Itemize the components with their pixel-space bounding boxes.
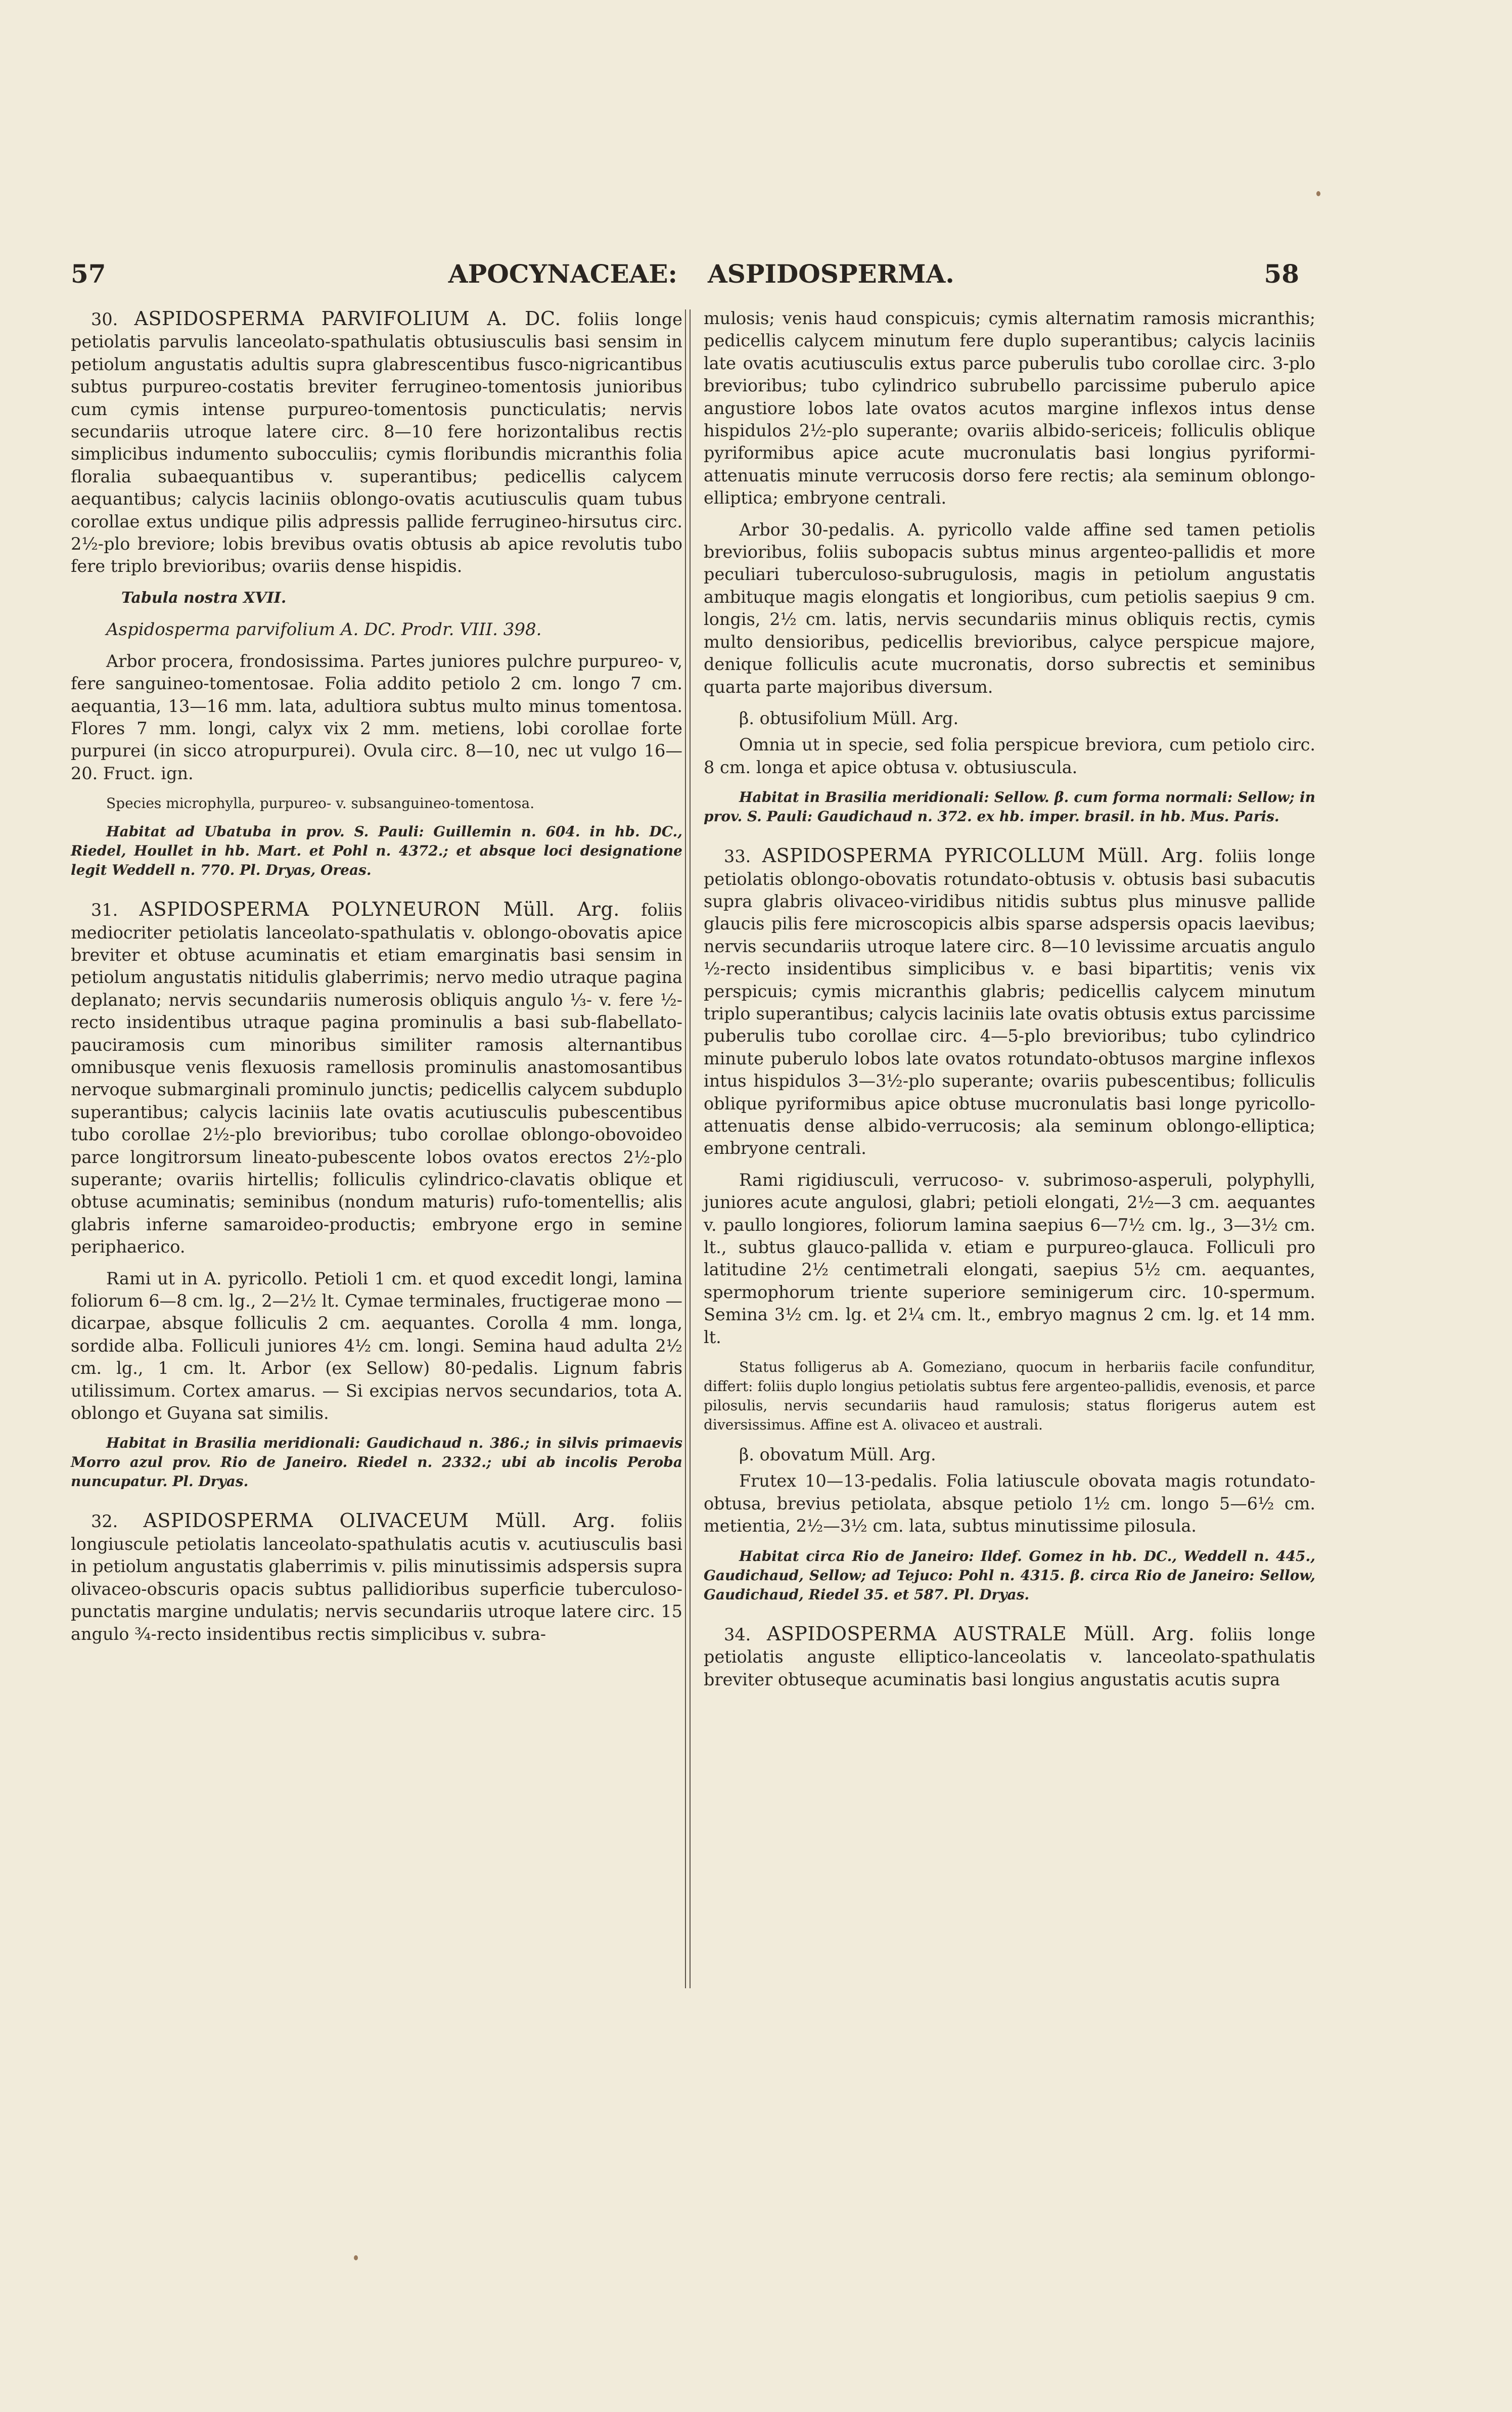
species-34-entry [704,1623,1315,1691]
page-header [71,259,1299,294]
running-title-left: APOCYNACEAE: [448,259,677,289]
species-31-name: ASPIDOSPERMA POLYNEURON Müll. Arg. [139,898,620,921]
species-32-habitat: Habitat in Brasilia meridionali: Sellow. β. cum forma normali: Sellow; in prov. S. Pauli: Gaudichaud n. 372. ex hb. imper. brasil. in hb. Mus. Paris. [704,789,1315,825]
paper-speck [354,2255,358,2260]
species-30-tabula: Tabula nostra XVII. [121,589,287,607]
species-34-name: ASPIDOSPERMA AUSTRALE Müll. Arg. [766,1622,1195,1645]
species-30-diagnosis: foliis longe petiolatis parvulis lanceolato-spathulatis obtusiusculis basi sensim in petiolum angustatis adultis supra glabrescentibus fusco-nigricantibus subtus purpureo-costatis breviter ferrugineo-tomentosis junioribus cum cymis intense purpureo-tomentosis puncticulatis; nervis secundariis utroque latere circ. 8—10 fere horizontalibus rectis simplicibus indumento subocculiis; cymis floribundis micranthis folia floralia subaequantibus v. superantibus; pedicellis calycem aequantibus; calycis laciniis oblongo-ovatis acutiusculis quam tubus corollae extus undique pilis adpressis pallide ferrugineo-hirsutus circ. 2½-plo breviore; lobis brevibus ovatis obtusis ab apice revolutis tubo fere triplo brevioribus; ovariis dense hispidis. [71,309,682,576]
species-34-diagnosis: foliis longe petiolatis anguste elliptico-lanceolatis v. lanceolato-spathulatis breviter obtuseque acuminatis basi longius angustatis acutis supra [704,1624,1315,1689]
species-30-name: ASPIDOSPERMA PARVIFOLIUM A. DC. [134,307,561,330]
species-31-habitat: Habitat in Brasilia meridionali: Gaudichaud n. 386.; in silvis primaevis Morro azul prov. Rio de Janeiro. Riedel n. 2332.; ubi ab incolis Peroba nuncupatur. Pl. Dryas. [71,1435,682,1490]
species-32-description: Arbor 30-pedalis. A. pyricollo valde affine sed tamen petiolis brevioribus, foliis subopacis subtus minus argenteo-pallidis et more peculiari tuberculoso-subrugulosis, magis in petiolum angustatis ambituque magis elongatis et longioribus, cum petiolis saepius 9 cm. longis, 2½ cm. latis, nervis secundariis minus obliquis rectis, cymis multo densioribus, pedicellis brevioribus, calyce perspicue majore, denique folliculis acute mucronatis, dorso subrectis et seminibus quarta parte majoribus diversum. [704,519,1315,697]
species-32-number: 32. [91,1511,118,1532]
species-31-number: 31. [91,900,118,920]
species-30-habitat: Habitat ad Ubatuba in prov. S. Pauli: Guillemin n. 604. in hb. DC., Riedel, Houllet in hb. Mart. et Pohl n. 4372.; et absque loci designatione legit Weddell n. 770. Pl. Dryas, Oreas. [71,823,682,879]
left-page-number: 57 [71,259,106,289]
paper-speck [1316,191,1320,196]
species-33-description: Rami rigidiusculi, verrucoso- v. subrimoso-asperuli, polyphylli, juniores acute angulosi, glabri; petioli elongati, 2½—3 cm. aequantes v. paullo longiores, foliorum lamina saepius 6—7½ cm. lg., 3—3½ cm. lt., subtus glauco-pallida v. etiam e purpureo-glauca. Folliculi pro latitudine 2½ centimetrali elongati, saepius 5½ cm. aequantes, spermophorum triente superiore seminigerum circ. 10-spermum. Semina 3½ cm. lg. et 2¼ cm. lt., embryo magnus 2 cm. lg. et 14 mm. lt. [704,1170,1315,1347]
species-30-entry [71,307,682,578]
species-32-variety-heading: β. obtusifolium Müll. Arg. [739,708,959,728]
species-33-variety-heading: β. obovatum Müll. Arg. [739,1445,936,1465]
species-33-variety-text: Frutex 10—13-pedalis. Folia latiuscule obovata magis rotundato-obtusa, brevius petiolata, absque petiolo 1½ cm. longo 5—6½ cm. metientia, 2½—3½ cm. lata, subtus minutissime pilosula. [704,1471,1315,1536]
species-31-entry [71,898,682,1259]
right-page-number: 58 [1264,259,1299,289]
species-30-note: Species microphylla, purpureo- v. subsanguineo-tomentosa. [106,795,535,812]
species-31-description: Rami ut in A. pyricollo. Petioli 1 cm. et quod excedit longi, lamina foliorum 6—8 cm. lg., 2—2½ lt. Cymae terminales, fructigerae mono — dicarpae, absque folliculis 2 cm. aequantes. Corolla 4 mm. longa, sordide alba. Folliculi juniores 4½ cm. longi. Semina haud adulta 2½ cm. lg., 1 cm. lt. Arbor (ex Sellow) 80-pedalis. Lignum fabris utilissimum. Cortex amarus. — Si excipias nervos secundarios, tota A. oblongo et Guyana sat similis. [71,1268,682,1423]
column-divider [685,309,691,1988]
species-31-diagnosis: foliis mediocriter petiolatis lanceolato-spathulatis v. oblongo-obovatis apice breviter et obtuse acuminatis et etiam emarginatis basi sensim in petiolum angustatis nitidulis glaberrimis; nervo medio utraque pagina deplanato; nervis secundariis numerosis obliquis angulo ⅓- v. fere ½-recto insidentibus utraque pagina prominulis a basi sub-flabellato-pauciramosis cum minoribus similiter ramosis alternantibus omnibusque venis flexuosis ramellosis prominulis anastomosantibus nervoque submarginali prominulo junctis; pedicellis calycem subduplo superantibus; calycis laciniis late ovatis acutiusculis pubescentibus tubo corollae 2½-plo brevioribus; tubo corollae oblongo-obovoideo parce longitrorsum lineato-pubescente lobos ovatos erectos 2½-plo superante; ovariis hirtellis; folliculis cylindrico-clavatis oblique et obtuse acuminatis; seminibus (nondum maturis) rufo-tomentellis; alis glabris inferne samaroideo-productis; embryone ergo in semine periphaerico. [71,900,683,1257]
species-32-entry [71,1509,682,1645]
species-30-description: Arbor procera, frondosissima. Partes juniores pulchre purpureo- v, fere sanguineo-tomentosae. Folia addito petiolo 2 cm. longo 7 cm. aequantia, 13—16 mm. lata, adultiora subtus multo minus tomentosa. Flores 7 mm. longi, calyx vix 2 mm. metiens, lobi corollae forte purpurei (in sicco atropurpurei). Ovula circ. 8—10, nec ut vulgo 16—20. Fruct. ign. [71,651,682,783]
species-33-entry [704,844,1315,1160]
species-34-number: 34. [724,1624,751,1644]
species-30-synonym: Aspidosperma parvifolium A. DC. Prodr. VIII. 398. [106,619,542,640]
species-33-habitat: Habitat circa Rio de Janeiro: Ildef. Gomez in hb. DC., Weddell n. 445., Gaudichaud, Sellow; ad Tejuco: Pohl n. 4315. β. circa Rio de Janeiro: Sellow, Gaudichaud, Riedel 35. et 587. Pl. Dryas. [704,1547,1315,1603]
species-32-diagnosis-continued: mulosis; venis haud conspicuis; cymis alternatim ramosis micranthis; pedicellis calycem minutum fere duplo superantibus; calycis laciniis late ovatis acutiusculis extus parce puberulis tubo corollae circ. 3-plo brevioribus; tubo cylindrico subrubello parcissime puberulo apice angustiore lobos late ovatos acutos margine inflexos intus dense hispidulos 2½-plo superante; ovariis albido-sericeis; folliculis oblique pyriformibus apice acute mucronulatis basi longius pyriformi-attenuatis minute verrucosis dorso fere rectis; ala seminum oblongo-elliptica; embryone centrali. [704,308,1315,508]
species-33-diagnosis: foliis longe petiolatis oblongo-obovatis rotundato-obtusis v. obtusis basi subacutis supra glabris olivaceo-viridibus nitidis subtus plus minusve pallide glaucis pilis fere microscopicis albis sparse adspersis opacis laevibus; nervis secundariis utroque latere circ. 8—10 levissime arcuatis angulo ½-recto insidentibus simplicibus v. e basi bipartitis; venis vix perspicuis; cymis micranthis glabris; pedicellis calycem minutum triplo superantibus; calycis laciniis late ovatis obtusis extus parcissime puberulis tubo corollae circ. 4—5-plo brevioribus; tubo cylindrico minute puberulo lobos late ovatos rotundato-obtusos margine inflexos intus hispidulos 3—3½-plo superante; ovariis pubescentibus; folliculis oblique pyriformibus apice obtuse mucronulatis basi longe pyricollo-attenuatis dense albido-verrucosis; ala seminum oblongo-elliptica; embryone centrali. [704,846,1316,1158]
species-33-note: Status folligerus ab A. Gomeziano, quocum in herbariis facile confunditur, differt: foliis duplo longius petiolatis subtus fere argenteo-pallidis, evenosis, et parce pilosulis, nervis secundariis haud ramulosis; status florigerus autem est diversissimus. Affine est A. olivaceo et australi. [704,1359,1315,1434]
species-33-name: ASPIDOSPERMA PYRICOLLUM Müll. Arg. [762,844,1204,867]
left-column [71,307,682,1645]
species-32-name: ASPIDOSPERMA OLIVACEUM Müll. Arg. [143,1509,616,1532]
species-33-number: 33. [724,846,751,867]
species-30-number: 30. [91,309,118,329]
running-title-right: ASPIDOSPERMA. [708,259,954,289]
species-32-variety-text: Omnia ut in specie, sed folia perspicue breviora, cum petiolo circ. 8 cm. longa et apice obtusa v. obtusiuscula. [704,735,1315,777]
species-32-diagnosis: foliis longiuscule petiolatis lanceolato-spathulatis acutis v. acutiusculis basi in petiolum angustatis glaberrimis v. pilis minutissimis adspersis supra olivaceo-obscuris opacis subtus pallidioribus superficie tuberculoso-punctatis margine undulatis; nervis secundariis utroque latere circ. 15 angulo ¾-recto insidentibus rectis simplicibus v. subra- [71,1511,683,1644]
right-column [704,307,1315,1691]
